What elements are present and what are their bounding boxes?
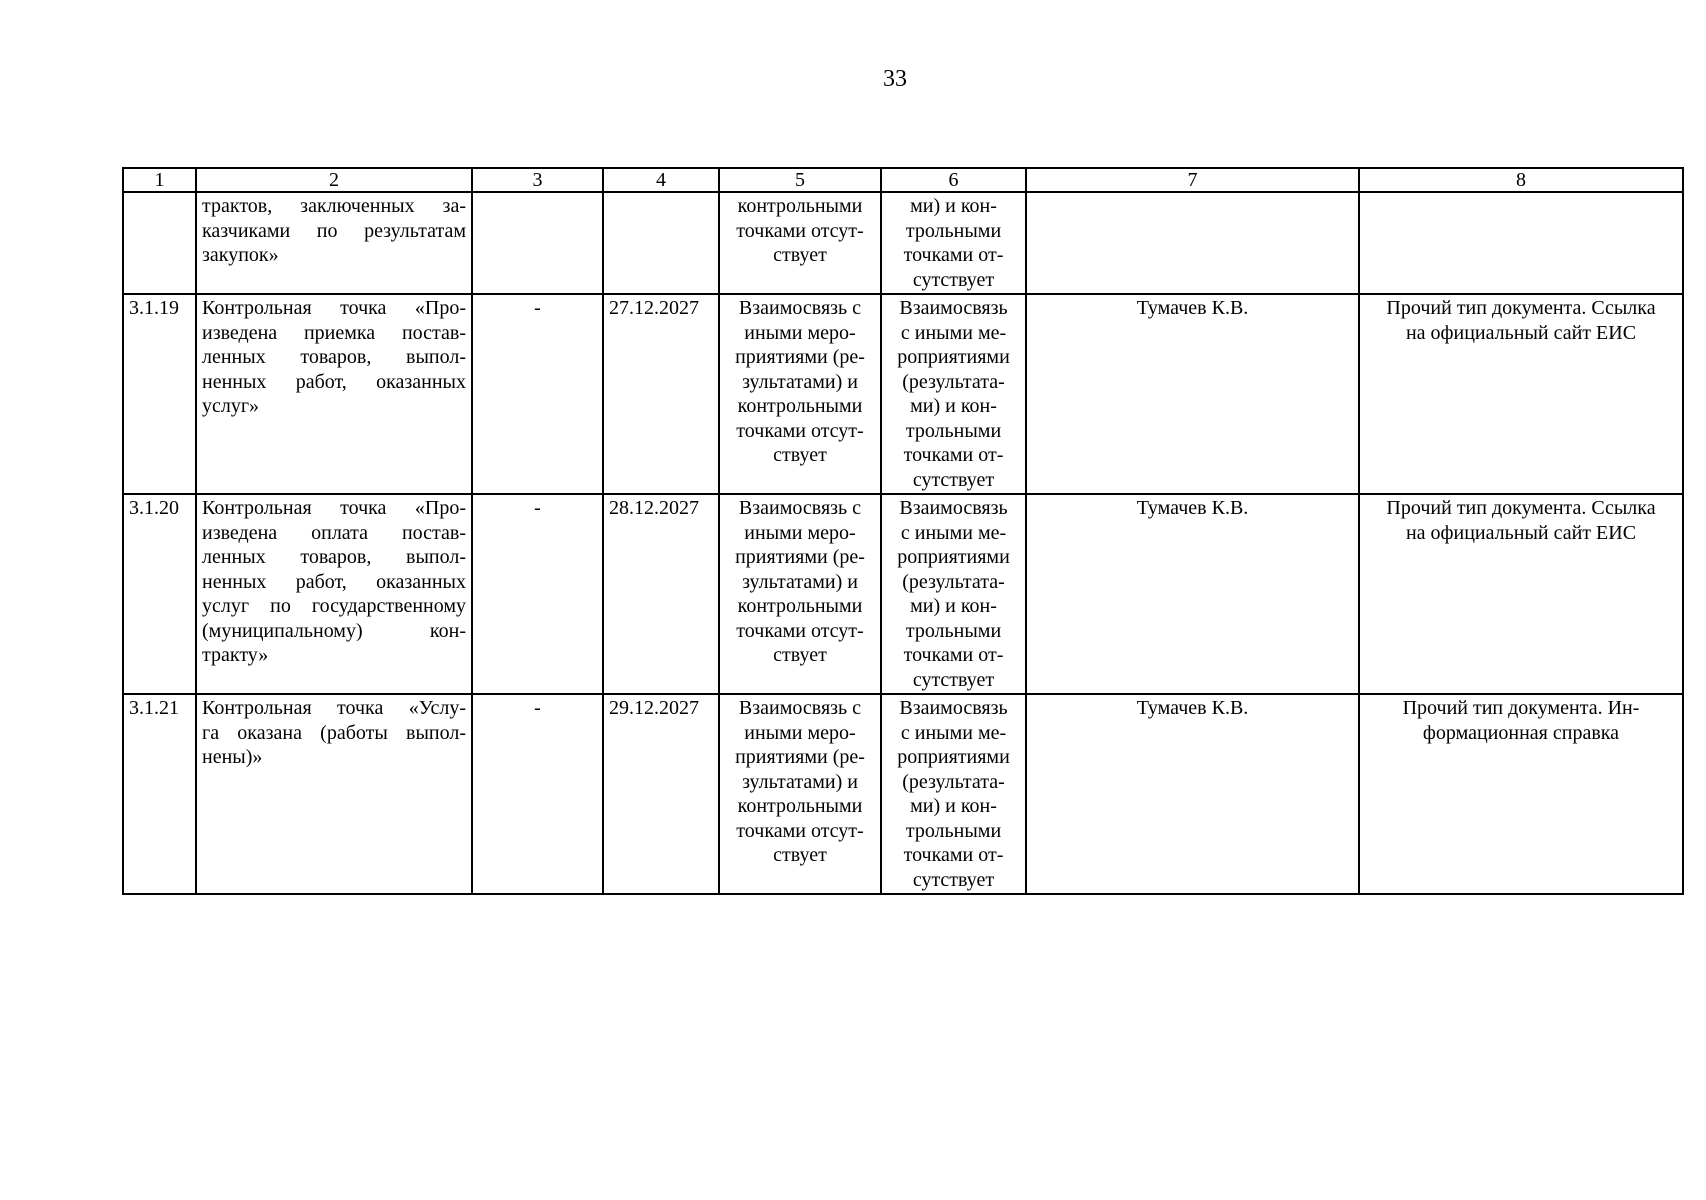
row-name	[196, 294, 472, 494]
cell-line: формационная справка	[1422, 721, 1620, 744]
row-name-line: ненных работ, оказанных	[202, 570, 466, 593]
cell-line: ствует	[773, 244, 827, 266]
cell-line: Взаимосвязь с	[738, 297, 862, 319]
row-name-line: ленных товаров, выпол-	[202, 546, 466, 568]
cell-line: ми) и кон-	[910, 595, 997, 617]
cell-line: с иными ме-	[900, 321, 1007, 344]
cell-line: трольными	[905, 219, 1002, 242]
header-cell: 5	[719, 168, 881, 192]
row-col3: -	[472, 694, 603, 894]
row-name-line: услуг по государственному	[202, 595, 466, 617]
row-name-line: нены)»	[202, 746, 263, 768]
cell-line: роприятиями	[897, 746, 1010, 768]
cell-line: точками отсут-	[736, 419, 864, 442]
row-responsible: Тумачев К.В.	[1026, 494, 1359, 694]
cell-line: ми) и кон-	[910, 395, 997, 417]
cell-line: на официальный сайт ЕИС	[1405, 321, 1637, 344]
cell-line: ствует	[773, 844, 827, 866]
cell-line: контрольными	[737, 395, 863, 417]
row-name	[196, 192, 472, 294]
header-cell: 3	[472, 168, 603, 192]
row-relationship-activities	[881, 494, 1026, 694]
row-relationship-results	[719, 192, 881, 294]
row-responsible: Тумачев К.В.	[1026, 694, 1359, 894]
cell-line: точками от-	[903, 244, 1004, 266]
cell-line: иными меро-	[744, 721, 856, 744]
row-number: 3.1.21	[123, 694, 196, 894]
cell-line: иными меро-	[744, 321, 856, 344]
cell-line: трольными	[905, 819, 1002, 842]
cell-line: точками отсут-	[736, 619, 864, 642]
row-responsible	[1026, 192, 1359, 294]
cell-line: приятиями (ре-	[735, 346, 865, 368]
cell-line: сутствует	[912, 668, 995, 691]
row-name-line: закупок»	[202, 244, 279, 266]
header-cell: 4	[603, 168, 719, 192]
cell-line: роприятиями	[897, 546, 1010, 568]
row-number: 3.1.20	[123, 494, 196, 694]
cell-line: Прочий тип документа. Ин-	[1402, 697, 1640, 719]
cell-line: точками от-	[903, 444, 1004, 466]
cell-line: Взаимосвязь	[899, 297, 1008, 319]
row-name	[196, 494, 472, 694]
cell-line: трольными	[905, 619, 1002, 642]
table-row	[123, 294, 1683, 494]
row-col3: -	[472, 494, 603, 694]
cell-line: контрольными	[737, 195, 863, 217]
cell-line: сутствует	[912, 868, 995, 891]
row-name-line: изведена приемка постав-	[202, 321, 466, 344]
row-name-line: (муниципальному) кон-	[202, 619, 466, 642]
cell-line: сутствует	[912, 468, 995, 491]
cell-line: приятиями (ре-	[735, 546, 865, 568]
row-name-line: казчиками по результатам	[202, 219, 466, 242]
cell-line: Взаимосвязь	[899, 497, 1008, 519]
row-name-line: га оказана (работы выпол-	[202, 721, 466, 744]
cell-line: роприятиями	[897, 346, 1010, 368]
cell-line: (результата-	[902, 570, 1005, 593]
row-name-line: ленных товаров, выпол-	[202, 346, 466, 368]
cell-line: контрольными	[737, 595, 863, 617]
row-col3	[472, 192, 603, 294]
page-number: 33	[883, 66, 907, 92]
header-row	[123, 168, 1683, 192]
cell-line: Взаимосвязь с	[738, 697, 862, 719]
cell-line: сутствует	[912, 268, 995, 291]
cell-line: зультатами) и	[742, 570, 858, 593]
table-row	[123, 494, 1683, 694]
cell-line: (результата-	[902, 770, 1005, 793]
cell-line: контрольными	[737, 795, 863, 817]
cell-line: Взаимосвязь	[899, 697, 1008, 719]
cell-line: Прочий тип документа. Ссылка	[1386, 297, 1656, 319]
row-name-line: услуг»	[202, 395, 260, 417]
row-name-line: Контрольная точка «Про-	[202, 297, 466, 319]
row-responsible: Тумачев К.В.	[1026, 294, 1359, 494]
row-relationship-activities	[881, 694, 1026, 894]
row-name-line: ненных работ, оказанных	[202, 370, 466, 393]
cell-line: Прочий тип документа. Ссылка	[1386, 497, 1656, 519]
row-document-type	[1359, 294, 1683, 494]
row-relationship-activities	[881, 192, 1026, 294]
row-relationship-results	[719, 694, 881, 894]
table-row	[123, 192, 1683, 294]
row-name	[196, 694, 472, 894]
cell-line: на официальный сайт ЕИС	[1405, 521, 1637, 544]
cell-line: (результата-	[902, 370, 1005, 393]
control-points-table	[122, 167, 1684, 895]
row-name-line: Контрольная точка «Услу-	[202, 697, 466, 719]
cell-line: зультатами) и	[742, 370, 858, 393]
row-date: 28.12.2027	[603, 494, 719, 694]
cell-line: ствует	[773, 644, 827, 666]
header-cell: 6	[881, 168, 1026, 192]
header-cell: 7	[1026, 168, 1359, 192]
cell-line: ми) и кон-	[910, 795, 997, 817]
cell-line: точками отсут-	[736, 819, 864, 842]
row-date: 27.12.2027	[603, 294, 719, 494]
row-relationship-results	[719, 294, 881, 494]
row-document-type	[1359, 192, 1683, 294]
row-document-type	[1359, 494, 1683, 694]
cell-line: с иными ме-	[900, 721, 1007, 744]
cell-line: ствует	[773, 444, 827, 466]
cell-line: точками от-	[903, 644, 1004, 666]
header-cell: 2	[196, 168, 472, 192]
row-date	[603, 192, 719, 294]
row-document-type	[1359, 694, 1683, 894]
cell-line: ми) и кон-	[910, 195, 997, 217]
row-relationship-activities	[881, 294, 1026, 494]
table-row	[123, 694, 1683, 894]
header-cell: 8	[1359, 168, 1683, 192]
cell-line: точками от-	[903, 844, 1004, 866]
row-name-line: изведена оплата постав-	[202, 521, 466, 544]
cell-line: с иными ме-	[900, 521, 1007, 544]
row-relationship-results	[719, 494, 881, 694]
row-name-line: тракту»	[202, 644, 269, 666]
cell-line: Взаимосвязь с	[738, 497, 862, 519]
cell-line: приятиями (ре-	[735, 746, 865, 768]
row-col3: -	[472, 294, 603, 494]
cell-line: точками отсут-	[736, 219, 864, 242]
cell-line: зультатами) и	[742, 770, 858, 793]
row-number	[123, 192, 196, 294]
row-number: 3.1.19	[123, 294, 196, 494]
cell-line: трольными	[905, 419, 1002, 442]
header-cell: 1	[123, 168, 196, 192]
cell-line: иными меро-	[744, 521, 856, 544]
row-name-line: Контрольная точка «Про-	[202, 497, 466, 519]
row-name-line: трактов, заключенных за-	[202, 195, 466, 217]
row-date: 29.12.2027	[603, 694, 719, 894]
